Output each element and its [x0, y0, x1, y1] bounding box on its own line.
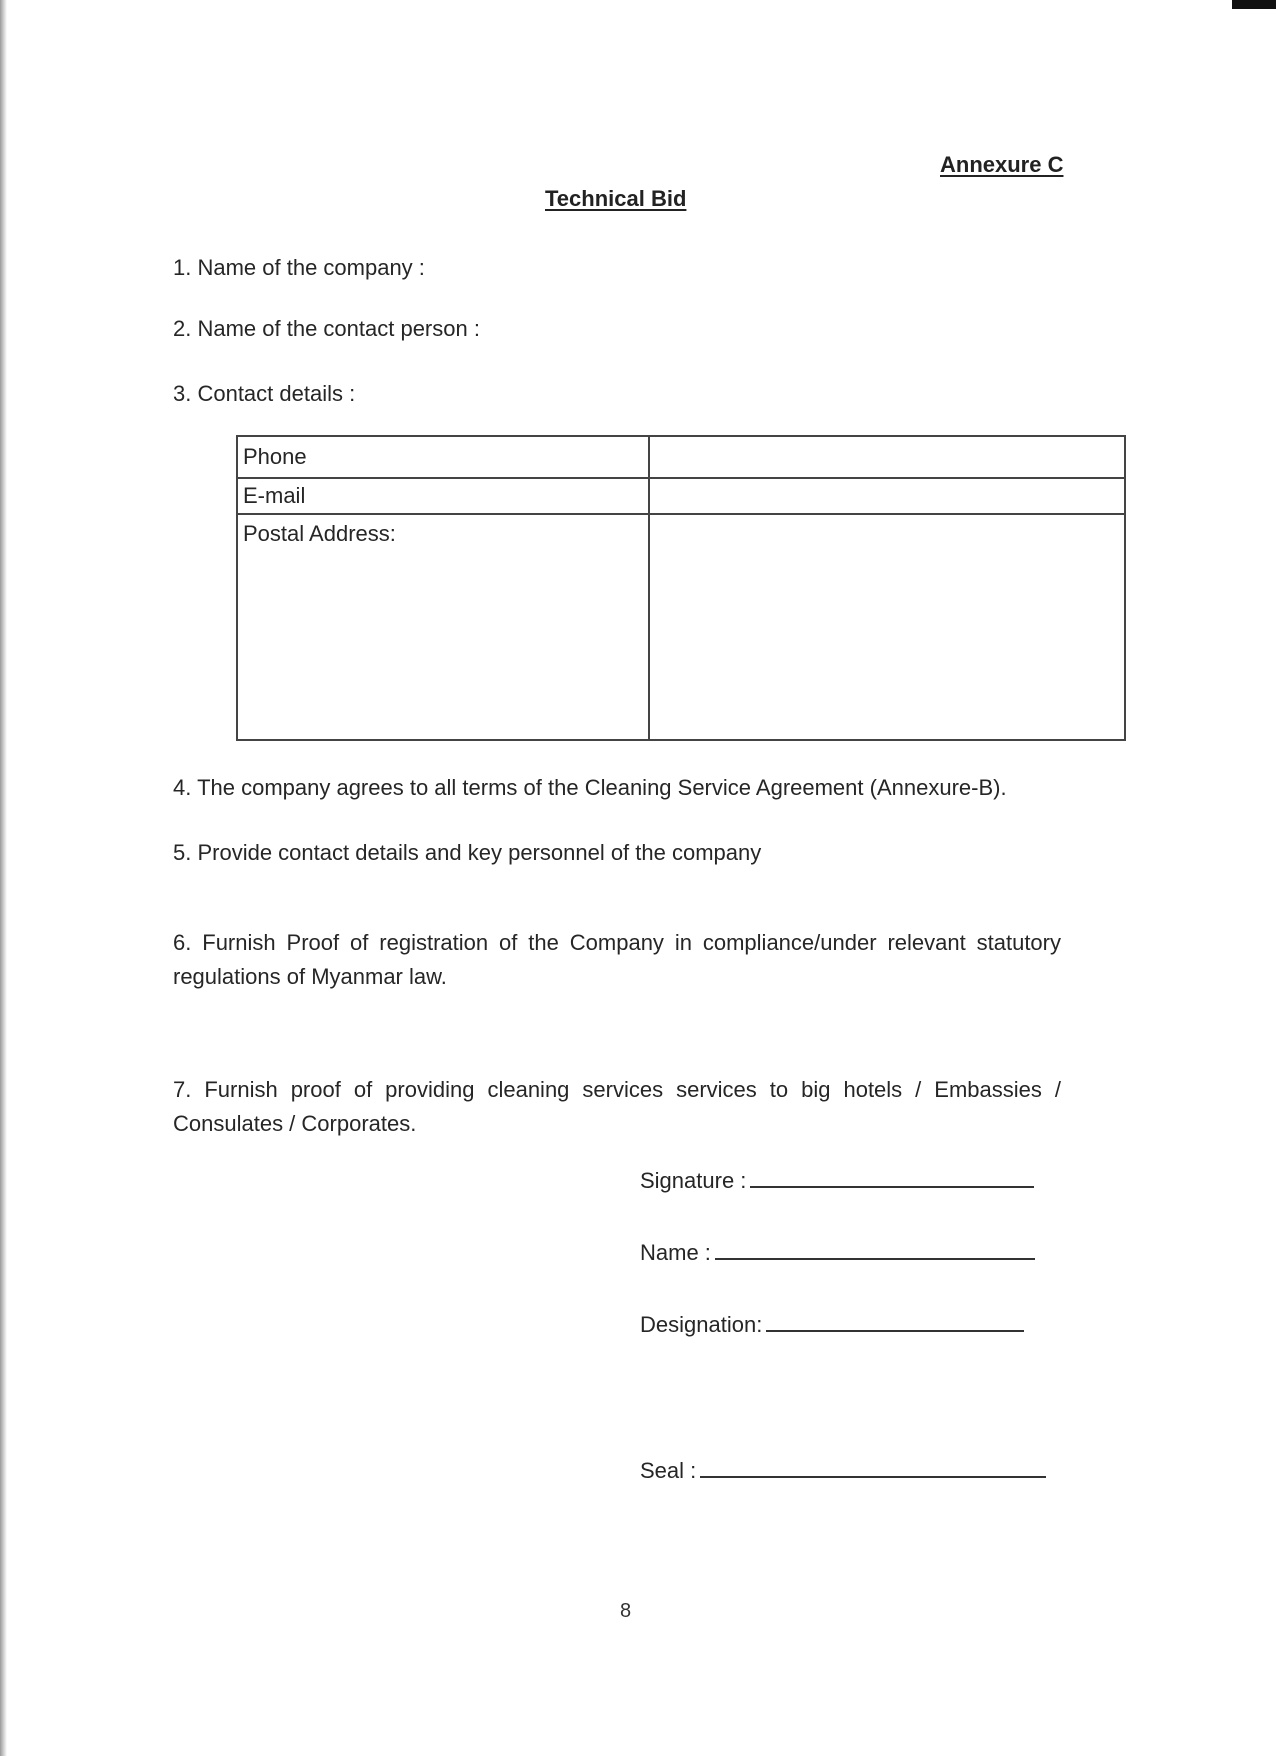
- postal-address-value-cell[interactable]: [649, 514, 1125, 740]
- item-key-personnel: 5. Provide contact details and key personnel of the company: [173, 840, 762, 865]
- phone-value-cell[interactable]: [649, 436, 1125, 478]
- item-registration: 6. Furnish Proof of registration of the Company in compliance/under relevant statutory regulations of Myanmar law.: [173, 930, 1061, 989]
- signature-blank-line[interactable]: [750, 1166, 1034, 1188]
- name-blank-line[interactable]: [715, 1238, 1035, 1260]
- designation-field: [640, 1310, 1024, 1338]
- designation-blank-line[interactable]: [766, 1310, 1024, 1332]
- email-value-cell[interactable]: [649, 478, 1125, 514]
- designation-label: Designation:: [640, 1312, 763, 1337]
- seal-blank-line[interactable]: [700, 1456, 1046, 1478]
- phone-label: Phone: [237, 436, 649, 478]
- item-company-name: 1. Name of the company :: [173, 255, 425, 280]
- table-row-phone: [237, 436, 1125, 478]
- item-agreement: 4. The company agrees to all terms of the Cleaning Service Agreement (Annexure-B).: [173, 775, 1007, 800]
- item-contact-person: 2. Name of the contact person :: [173, 316, 480, 341]
- table-row-postal: [237, 514, 1125, 740]
- scan-mark: [1232, 0, 1276, 9]
- name-field: [640, 1238, 1035, 1266]
- contact-details-table: [236, 435, 1126, 741]
- table-row-email: [237, 478, 1125, 514]
- signature-field: [640, 1166, 1034, 1194]
- item-contact-details: 3. Contact details :: [173, 381, 356, 406]
- seal-label: Seal :: [640, 1458, 697, 1483]
- scan-edge: [0, 0, 7, 1756]
- annexure-label: Annexure C: [940, 152, 1064, 177]
- page-title: Technical Bid: [545, 186, 687, 211]
- item-experience: 7. Furnish proof of providing cleaning services services to big hotels / Embassies / Consulates / Corporates.: [173, 1077, 1061, 1136]
- signature-label: Signature :: [640, 1168, 747, 1193]
- email-label: E-mail: [237, 478, 649, 514]
- page-number: 8: [620, 1600, 632, 1622]
- seal-field: [640, 1456, 1046, 1484]
- name-label: Name :: [640, 1240, 711, 1265]
- postal-address-label: Postal Address:: [237, 514, 649, 740]
